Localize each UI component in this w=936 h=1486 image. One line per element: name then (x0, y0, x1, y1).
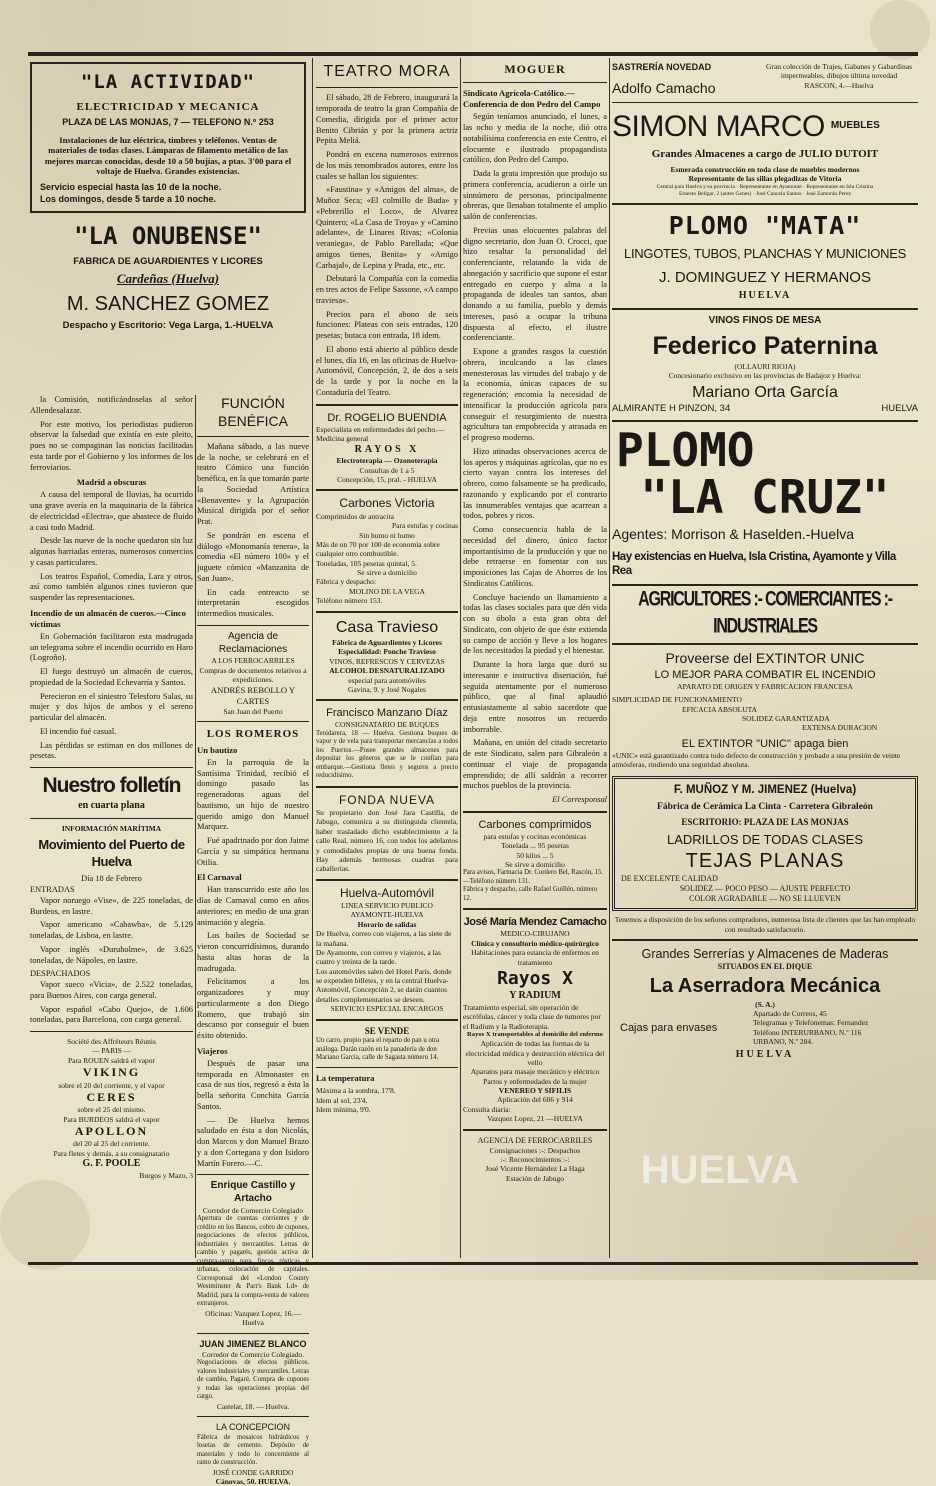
ad-sundays: Los domingos, desde 5 tarde a 10 noche. (40, 193, 217, 204)
ad-body: Especialista en enfermedades del pecho.—Medicina general (316, 424, 445, 444)
ad-title: "LA ONUBENSE" (74, 222, 262, 251)
ad-body: EFICACIA ABSOLUTA (682, 704, 758, 714)
ad-body: Especialidad: Ponche Travieso (338, 647, 436, 657)
ad-body: Los automóviles salen del Hotel París, donde se expenden billetes, y en la central Huelva-Automóvil, Concepción 2, se darán cuantos detalles complementarios se deseen. (316, 966, 452, 1004)
ad-body: LADRILLOS DE TODAS CLASES (666, 832, 864, 848)
section-heading: INFORMACIÓN MARÍTIMA (61, 823, 162, 833)
ad-contact: Telegramas y Telefonemas: Fernandez (753, 1018, 869, 1028)
ad-body: Clínica y consultorio médico-quirúrgico (471, 938, 599, 948)
port-entry: Vapor inglés «Duruholme», de 3.625 toneladas, de Nápoles, en lastre. (30, 944, 193, 965)
watermark-logo: HUELVA (640, 1148, 800, 1192)
ad-body: APARATO DE ORIGEN Y FABRICACION FRANCESA (677, 681, 853, 691)
news-subheading: Un bautizo (197, 744, 238, 755)
ad-body: Gran colección de Trajes, Gabanes y Gabardinas impermeables, dibujos última novedad (766, 62, 912, 81)
news-paragraph: Precios para el abono de seis funciones: Plateas con seis entradas, 120 pesetas; butaca con entrada, 18 idem. (316, 309, 458, 341)
ad-highlight: TEJAS PLANAS (685, 849, 845, 872)
ad-body: Fábrica de Aguardientes y Licores (332, 638, 442, 648)
news-paragraph: El fuego destruyó un almacén de cueros, propiedad de la Sociedad Echevarría y Santos. (30, 667, 193, 687)
news-paragraph: Concluye haciendo un llamamiento a todas las clases sociales para que dén vida con su óbolo a esta gran obra del Sindicato, con objeto de que éste extienda su campo de acción y lleve a los hogares de los necesitados la piedad y el bienestar. (463, 592, 607, 656)
news-paragraph: Como consecuencia habla de la necesidad del dinero, único factor importantísimo de la producción y que no debe retraerse en fomentar con sus imposiciones las Cajas de Ahorros de los Sindicatos Católicos. (463, 525, 607, 588)
ad-subtitle: ELECTRICIDAD Y MECANICA (76, 101, 260, 114)
ad-address: Vazquez Lopez, 21 —HUELVA (487, 1114, 583, 1124)
news-paragraph: Pondrá en escena numerosos estrenos de los más renombrados autores, entre los cuales se hallan los siguientes: (316, 150, 458, 181)
shipping-ad-line: Para fletes y demás, a su consignatario (53, 1148, 170, 1158)
ad-body: Consulta diaria: (463, 1104, 511, 1114)
port-entry: Vapor noruego «Vise», de 225 toneladas, de Burdeos, en lastre. (30, 895, 193, 916)
news-paragraph: Por este motivo, los periodistas pudieron observar la falsedad que existía en este pleito, pues no se compaginan las noticias facilitadas esta tarde por el Gobierno y los informes de los ferroviarios. (30, 419, 193, 472)
news-paragraph: Fué apadrinado por don Jaime García y su simpática hermana Otilia. (197, 836, 309, 867)
ad-address: San Juan del Puerto (223, 706, 283, 716)
ad-body: Apertura de cuentas corrientes y de crédito en los Bancos, cobro de cupones, negociaciones de efectos públicos, industriales y mercantiles. Letras de cambio y pagarés, gestión activa de compra-venta para fincas rústicas y urbanas, colocación de capitales. Corresponsal del «London County Westminster & Parr's Bank Ld» de Madrid, para la compra-venta de valores extranjeros. (197, 1215, 309, 1308)
news-paragraph: «Faustina» y «Amigos del alma», de Muñoz Seca; «El colmillo de Buda» y «Pebrerillo el Loco», de Alvarez Quintero; «La Casa de Troya» y «Camino adelante», de Linares Rivas; «Colonia veraniega», de Pablo Parellada; «Que amigos tienes, Benita» y «Amigo Carbajal», de Lepina y Prada, etc., etc. (316, 185, 458, 270)
ad-name: José Vicente Hernández La Haga (485, 1164, 585, 1174)
news-paragraph: la Comisión, notificándoselas al señor Allendesalazar. (30, 395, 193, 415)
ad-title: Dr. ROGELIO BUENDIA (327, 411, 447, 424)
ad-subtitle: LINGOTES, TUBOS, PLANCHAS Y MUNICIONES (624, 245, 906, 261)
ad-title: FONDA NUEVA (338, 792, 436, 807)
ad-subtitle: Grandes Almacenes a cargo de JULIO DUTOIT (651, 147, 879, 160)
port-entry: Vapor americano «Cabawba», de 5.129 toneladas, de Lisboa, en lastre. (30, 920, 193, 941)
column-2 (197, 395, 309, 1486)
news-paragraph: Previas unas elocuentes palabras del digno secretario, don Juan O. Crocci, que hizo resaltar la personalidad del conferenciante, relatando la vida de abnegación y sacrificio que supone el estar entregado en cuerpo y alma a la propaganda de ideales tan santos, aban donando a su familia, pueblo y demás intereses, pasó a ocupar la tribuna dispuesta al efecto, el ilustre conferenciante. (463, 225, 607, 343)
news-paragraph: — De Huelva hemos saludado en ésta a don Nicolás, don Marcos y don Manuel Brazo y a don Cortegana y don Isidoro Martín Forero.—C. (197, 1115, 309, 1168)
ad-body: Concesionario exclusivo en las provincias de Badajoz y Huelva: (668, 371, 862, 381)
ad-body: Habitaciones para estancia de enfermos en tratamiento (471, 948, 599, 967)
ad-la-onubense (30, 221, 306, 332)
ad-address: ESCRITORIO: PLAZA DE LAS MONJAS (681, 816, 849, 827)
ad-body: Electroterapia — Ozonoterapia (336, 456, 438, 466)
ad-body: Fábrica y despacho: (316, 577, 376, 587)
news-subheading: Viajeros (197, 1045, 228, 1056)
ad-body: MOLINO DE LA VEGA (349, 586, 425, 596)
ad-body: Teléfono número 153. (316, 596, 383, 606)
ad-body: Consignaciones :-: Despachos (489, 1145, 581, 1155)
ad-body: Tonelada ... 95 pesetas (501, 841, 569, 851)
news-paragraph: En Gobernación facilitaron esta madrugada un telegrama sobre el incendio ocurrido en Haro (Logroño). (30, 631, 193, 663)
news-paragraph: Han transcurrido este año los días de Carnaval como en años anteriores; en medio de una gran animación y alegría. (197, 885, 309, 927)
ad-body: Ernesto Bellgar, 2 (antes Genes) · José Cancela Santos · José Zamorán Perez (678, 190, 852, 197)
column-5-ads (612, 62, 918, 1258)
ad-address: ALMIRANTE H PINZON, 34 (612, 403, 731, 415)
news-paragraph: Se pondrán en escena el diálogo «Monomanía tenera», la comedia «El número 100» y el juguete cómico «Manzanita de San Juan». (197, 530, 309, 583)
ad-contact: Apartado de Correos, 45 (753, 1008, 827, 1018)
top-rule (28, 52, 918, 56)
ad-body: Se sirve a domicilio (357, 568, 417, 578)
port-subheading: ENTRADAS (30, 885, 75, 895)
ad-body: SOLIDEZ — POCO PESO — AJUSTE PERFECTO (679, 884, 851, 894)
ad-body: Más de un 70 por 100 de economía sobre cualquier otro combustible. (316, 539, 440, 559)
ad-body: EXTENSA DURACION (802, 723, 878, 733)
news-heading: Madrid a obscuras (76, 477, 147, 488)
column-divider (609, 58, 610, 1258)
ad-subtitle: (S. A.) (755, 999, 775, 1009)
ad-title: SE VENDE (364, 1025, 410, 1036)
ad-address: Despacho y Escritorio: Vega Larga, 1.-HUELVA (62, 320, 274, 332)
ad-title: "LA CRUZ" (640, 470, 890, 525)
news-paragraph: Durante la hora larga que duró su interesante e instructiva disertación, fué seguida atentamente por el numeroso público, que al final aplaudió entusiastamente al sabio sacerdote que deja entre nosotros un recuerdo imborrable. (463, 660, 607, 734)
ad-body: ALCOHOL DESNATURALIZADO (329, 666, 445, 676)
ad-name: JOSÉ CONDE GARRIDO (212, 1467, 294, 1477)
ad-place: Cardeñas (Huelva) (116, 271, 220, 287)
ad-address: RASCON, 4.—Huelva (804, 80, 874, 90)
ad-sastreria (612, 62, 918, 97)
bottom-rule (28, 1262, 918, 1265)
news-paragraph: El abono está abierto al público desde el lunes, día 16, en las oficinas de Huelva-Automóvil, Concepción, 2, de dos a seis de la tarde y por la noche en la Contaduría del Teatro. (316, 344, 458, 397)
port-date: Día 18 de Febrero (81, 874, 142, 884)
column-divider (460, 58, 461, 1258)
port-entry: Vapor español «Cabo Quejo», de 1.606 toneladas, para Barcelona, con carga general. (30, 1004, 193, 1025)
news-heading: MOGUER (504, 62, 566, 76)
news-paragraph: Perecieron en el siniestro Telesforo Salas, su mujer y dos hijos de ambos y el sereno particular del almacén. (30, 691, 193, 722)
ad-address: PLAZA DE LAS MONJAS, 7 — TELEFONO N.º 253 (62, 117, 274, 128)
ad-body: Para estufas y cocinas (391, 521, 458, 531)
ad-title: Proveerse del EXTINTOR UNIC (665, 649, 865, 666)
ad-contact-row (612, 1009, 918, 1047)
news-subheading: El Carnaval (197, 872, 242, 883)
news-paragraph: Hizo atinadas observaciones acerca de los aperos y máquinas agrícolas, que no es cierto vayan contra los intereses del obrero, como falsamente se ha predicado, razonando y explicando por el contrario las innumerables ventajas que acarrean a todos, pobres y ricos. (463, 446, 607, 521)
ad-subtitle: (OLLAURI RIOJA) (734, 362, 796, 372)
temperature-line: Idem mínima, 9'0. (316, 1105, 371, 1115)
news-paragraph: Según teníamos anunciado, el lunes, a las ocho y media de la noche, dió otra notabilísima conferencia en este Centro, el elocuente e ilustrado propagandista católico, don Pedro del Campo. (463, 112, 607, 165)
ad-body: SOLIDEZ GARANTIZADA (742, 714, 830, 724)
ad-body: Se sirve a domicilio (505, 860, 565, 870)
ad-body: Instalaciones de luz eléctrica, timbres y teléfonos. Ventas de materiales de todas clases. Lámparas de filamento metálico de las mejores marcas conocidas, desde 10 a 50 bujías, a ptas. 3'00 para el voltaje de Huelva. Grandes existencias. (44, 134, 292, 176)
ad-ceramica (612, 776, 918, 912)
ad-title: SIMON MARCO (612, 110, 825, 144)
news-paragraph: El sábado, 28 de Febrero, inaugurará la temporada de teatro la gran Compañía de Comedia, dirigida por el primer actor Benito Cibrián y por la primera actriz Pepita Meliá. (316, 93, 458, 146)
ad-body: SERVICIO ESPECIAL ENCARGOS (330, 1004, 444, 1014)
ad-body: especial para automóviles (348, 675, 426, 685)
folletin-subheading: en cuarta plana (78, 799, 145, 811)
ad-simon-marco (612, 108, 918, 146)
ad-body: Toneladas, 105 pesetas quintal, 5. (316, 558, 417, 568)
ad-highlight: EL EXTINTOR "UNIC" apaga bien (681, 737, 849, 750)
ad-body: SIMPLICIDAD DE FUNCIONAMIENTO (612, 695, 742, 705)
ad-name: Agentes: Morrison & Haselden.-Huelva (612, 525, 855, 542)
ad-body: Tenidarera, 18 — Huelva. Gestiona buques de vapor y de vela para transportar mercancías a todos los Puertos.—Posee grandes almacenes para depositar los géneros que se le confían para embarque.—Gestiona fletes y seguros a precio reducidísimo. (316, 729, 458, 780)
news-paragraph: El incendio fué casual. (40, 726, 117, 736)
ad-service: Servicio especial hasta las 10 de la noche. (40, 182, 222, 193)
ad-body: Un carro, propio para el reparto de pan u otra análoga. Darán razón en la panadería de don Mariano García, calle de Sagasta número 14. (316, 1037, 440, 1061)
ad-title: F. MUÑOZ Y M. JIMENEZ (Huelva) (673, 783, 857, 796)
ad-address: Oficinas: Vazquez Lopez, 16.—Huelva (205, 1308, 301, 1328)
ad-title: Grandes Serrerías y Almacenes de Maderas (641, 947, 889, 962)
ad-contact: URBANO, N.º 284. (753, 1037, 814, 1047)
news-paragraph: Debutará la Compañía con la comedia en tres actos de Felipe Sassone, «A campo traviesa». (316, 274, 458, 305)
ad-body: Su propietario don José Jara Castilla, de Jabugo, comunica a su distinguida clientela, haber trasladado dicho establecimiento a la calle Real, número 16, con todos los adelantos y comodidades propias de una buena fonda. Hay además hermosas cuadras para caballerías. (316, 808, 458, 874)
ad-title: Francisco Manzano Díaz (326, 707, 448, 720)
ad-title: Carbones Victoria (339, 496, 435, 511)
ad-name: J. DOMINGUEZ Y HERMANOS (659, 269, 871, 287)
news-paragraph: Los bailes de Sociedad se vieron concurridísimos, durando hasta altas horas de la madrugada. (197, 931, 309, 973)
ad-subtitle: Fábrica de Cerámica La Cinta - Carretera Gibraleón (657, 802, 873, 813)
shipping-ad-city: — PARIS — (91, 1046, 132, 1056)
ad-subtitle: VINOS FINOS DE MESA (708, 315, 822, 327)
ad-title: Carbones comprimidos (478, 818, 592, 831)
ad-title: Agencia de Reclamaciones (218, 630, 288, 655)
ad-body: Negociaciones de efectos públicos, valores industriales y mercantiles. Letras de cambio, Pagaré, Compra de cupones y todas las operaciones propias del cargo. (197, 1359, 309, 1401)
ad-address: Estación de Jabugo (506, 1173, 564, 1183)
ad-body: DE EXCELENTE CALIDAD (621, 874, 718, 884)
news-paragraph: Mañana sábado, a las nueve de la noche, se celebrará en el teatro Cómico una función benéfica, en la que tomarán parte la Sociedad Artística «Benavente» y la Agrupación Musical dirigida por el señor Prat. (197, 441, 309, 527)
shipping-ad-line: sobre el 20 del corriente, y el vapor (58, 1080, 165, 1090)
column-1-ads (30, 62, 306, 397)
ad-body: Rayos X transportables al domicilio del enfermo (467, 1030, 603, 1038)
news-paragraph: Después de pasar una temporada en Almonaster en casa de sus tíos, regresó a ésta la bella señorita Conchita García Santos. (197, 1058, 309, 1111)
ad-title: SASTRERÍA NOVEDAD (612, 62, 712, 72)
news-subheading: Sindicato Agrícola-Católico.—Conferencia de don Pedro del Campo (463, 88, 601, 110)
consignee-address: Burgos y Mazo, 3 (139, 1170, 193, 1180)
shipping-ad-line: sobre el 25 del mismo. (77, 1105, 146, 1115)
ad-subtitle: FABRICA DE AGUARDIENTES Y LICORES (73, 255, 263, 267)
news-paragraph: Expone a grandes rasgos la cuestión obrera, inculcando a las clases menesterosas las virtudes del trabajo y de la economía, únicas capaces de su regeneración; encomia la necesidad de intensificar la producción agrícola para conseguir el resurgimiento de nuestra agricultura tan empobrecida y atrasada en el progreso moderno. (463, 347, 607, 443)
ad-address: Gavina, 9. y José Nogales (348, 684, 426, 694)
news-heading: TEATRO MORA (323, 63, 451, 80)
ad-body: Fábrica y despacho, calle Rafael Guillén, número 12. (463, 886, 598, 902)
ad-body: Consultas de 1 a 5 (359, 465, 415, 475)
ad-body: VINOS, REFRESCOS Y CERVEZAS (329, 656, 445, 666)
ad-subtitle: LINEA SERVICIO PUBLICO (341, 901, 433, 910)
ad-title: "LA ACTIVIDAD" (80, 71, 256, 93)
news-heading: LOS ROMEROS (206, 727, 300, 740)
ad-title: PLOMO (616, 423, 755, 478)
ad-body: Aparatos para masaje mecánico y eléctrico (470, 1067, 600, 1077)
news-paragraph: Las pérdidas se estiman en dos millones de pesetas. (30, 740, 193, 761)
news-heading: FUNCIÓN BENÉFICA (217, 395, 288, 429)
folletin-heading: Nuestro folletín (42, 774, 181, 797)
news-paragraph: En cada entreacto se interpretarán escogidos intermedios musicales. (197, 587, 309, 619)
consignee-name: G. F. POOLE (82, 1158, 141, 1170)
port-subheading: DESPACHADOS (30, 969, 91, 979)
ad-subtitle: SITUADOS EN EL DIQUE (717, 962, 813, 972)
byline: El Corresponsal (552, 795, 607, 805)
column-4 (463, 62, 607, 1258)
ad-highlight: Y RADIUM (509, 989, 561, 1001)
ad-body: 50 kilos ... 5 (516, 850, 554, 860)
ad-subtitle: MEDICO-CIRUJANO (500, 929, 570, 939)
ad-body: Aplicación del 606 y 914 (497, 1095, 573, 1105)
ad-body: Sin humo ni humo (359, 530, 415, 540)
shipping-ad-line: Para BURDEOS saldrá el vapor (63, 1114, 160, 1124)
ad-address-row (612, 403, 918, 415)
ad-body: «UNIC» está garantizado contra todo defecto de construcción y probado a una presión de veinte atmósferas, rindiendo una seguridad absoluta. (612, 750, 901, 770)
ad-owner: M. SANCHEZ GOMEZ (66, 292, 270, 315)
ad-body: Representante de las sillas plegadizas de Vitoria (688, 174, 842, 184)
ad-la-actividad (30, 62, 306, 213)
ad-body: COLOR AGRADABLE — NO SE LLUEVEN (689, 894, 841, 904)
shipping-ad-title: Société des Affréteurs Réunis (67, 1037, 156, 1047)
ad-title: Casa Travieso (335, 618, 439, 636)
ad-name: La Aserradora Mecánica (649, 975, 881, 998)
ad-address: Concepción, 15, pral. - HUELVA (337, 475, 437, 485)
ad-body: Comprimidos de antracita (316, 511, 394, 521)
ad-title: AGENCIA DE FERROCARRILES (477, 1135, 593, 1145)
shipping-ad-line: del 20 al 25 del corriente. (73, 1139, 150, 1149)
news-paragraph: Mañana, en unión del citado secretario de este Sindicato, salen para Gibraleón a continuar el viaje de propaganda emprendido; de allí saldrán a recorrer muchos pueblos de la provincia. (463, 738, 607, 791)
ad-body: Aplicación de todas las formas de la electricidad médica y destrucción eléctrica del vello (465, 1039, 605, 1067)
column-1-news (30, 395, 193, 1255)
news-subheading: La temperatura (316, 1073, 375, 1084)
column-divider (312, 58, 313, 1258)
ad-address: HUELVA (738, 290, 792, 302)
ad-body: Cajas para envases (620, 1021, 718, 1034)
ship-name: VIKING (82, 1065, 141, 1080)
port-entry: Vapor sueco «Vicia», de 2.522 toneladas, para Buenos Aires, con carga general. (30, 980, 193, 1000)
ad-title: Enrique Castillo y Artacho (210, 1180, 296, 1205)
ad-body: De Ayamonte, con correo y viajeros, a las cuatro y treinta de la tarde. (316, 947, 441, 967)
ad-subtitle: MUEBLES (830, 120, 880, 132)
ship-name: CERES (86, 1089, 137, 1104)
news-paragraph: Dada la grata impresión que produjo su primera conferencia, acudieron a oirle un sinnúmero de personas, principalmente obreras, que llenaban totalmente el amplio salón de conferencias. (463, 169, 607, 222)
ad-body: :-: Reconocimientos :-: (500, 1154, 570, 1164)
ad-city: HUELVA (735, 1049, 795, 1061)
ad-subtitle: AYAMONTE-HUELVA (350, 910, 424, 920)
ad-body: De Huelva, correo con viajeros, a las siete de la mañana. (316, 929, 452, 948)
news-heading: Incendio de un almacén de cueros.—Cinco víctimas (30, 607, 186, 629)
ad-subtitle: A LOS FERROCARRILES (211, 656, 295, 666)
ad-title: Huelva-Automóvil (339, 885, 435, 900)
column-3 (316, 62, 458, 1258)
ad-body: Esmerada construcción en toda clase de muebles modernos (670, 164, 860, 174)
ad-name: Mariano Orta García (692, 383, 838, 401)
ad-title: JUAN JIMENEZ BLANCO (199, 1338, 307, 1349)
ad-title: AGRICULTORES :- COMERCIANTES :- INDUSTRIALES (638, 588, 892, 639)
news-paragraph: A causa del temporal de lluvias, ha ocurrido una grave avería en la maquinaria de la fábrica de electricidad «Electra», que abastece de fluido a casi todo Madrid. (30, 490, 193, 532)
ad-city: HUELVA (881, 403, 918, 415)
ad-subtitle: Corredor de Comercio Colegiado. (201, 1350, 305, 1360)
ad-title: PLOMO "MATA" (668, 210, 862, 240)
column-divider (195, 395, 196, 1258)
ad-body: para estufas y cocinas económicas (483, 831, 587, 841)
ad-body: VENEREO Y SIFILIS (498, 1086, 572, 1096)
ad-highlight: Rayos X (497, 967, 573, 989)
ad-highlight: RAYOS X (354, 443, 420, 455)
ad-subtitle: Horario de salidas (357, 919, 417, 929)
shipping-ad-line: Para ROUEN saldrá el vapor (67, 1055, 156, 1065)
ad-title: LA CONCEPCION (215, 1422, 291, 1433)
ad-title: José María Mendez Camacho (463, 916, 607, 929)
ad-name: ANDRÉS REBOLLO Y CARTES (210, 684, 296, 706)
port-heading: Movimiento del Puerto de Huelva (38, 837, 185, 869)
ad-body: Central para Huelva y su provincia · Representante en Ayamonte · Representante en Isla Cristina (656, 183, 874, 190)
ad-address: Cánovas, 50. HUELVA. (215, 1477, 291, 1486)
ad-subtitle: CONSIGNATARIO DE BUQUES (335, 720, 439, 730)
news-paragraph: Los teatros Español, Comedia, Lara y otros, así como también algunos cines tuvieron que suspender las representaciones. (30, 571, 193, 602)
news-paragraph: Felicitamos a los organizadores y muy particularmente a don Diego Romero, que trabajó sin descanso por conseguir el buen éxito obtenido. (197, 977, 309, 1041)
ad-body: Tratamiento especial, sin operación de escrófulas, cáncer y toda clase de tumores por el Radium y la Radioterapia. (463, 1002, 601, 1031)
temperature-line: Idem al sol, 23'4. (316, 1095, 368, 1105)
news-paragraph: En la parroquia de la Santísima Trinidad, recibió el domingo pasado las regeneradoras aguas del bautismo, un hijo de nuestro querido amigo don Manuel Marquez. (197, 757, 309, 832)
ad-name: Adolfo Camacho (612, 79, 716, 96)
ad-body: Tenemos a disposición de los señores compradores, numerosa lista de clientes que las han empleado con resultado satisfactorio. (614, 915, 916, 934)
ship-name: APOLLON (74, 1124, 149, 1139)
ad-body: Fábrica de mosaicos hidráulicos y losetas de cemento. Depósito de materiales y todo lo concerniente al ramo de construcción. (197, 1433, 309, 1467)
ad-body: Partos y enfermedades de la mujer (483, 1076, 587, 1086)
ad-body: Para avisos, Farmacia Dr. Cordero Bel, Rascón, 15.—Teléfono número 131. (463, 869, 604, 885)
ad-body: Compras de documentos relativos a expediciones. (199, 665, 307, 685)
ad-subtitle: LO MEJOR PARA COMBATIR EL INCENDIO (654, 668, 876, 681)
ad-address: Castelar, 18. — Huelva. (216, 1401, 290, 1411)
ad-contact: Teléfono INTERURBANO, N.º 116 (753, 1027, 862, 1037)
ad-subtitle: Corredor de Comercio Colegiado (202, 1206, 304, 1216)
ad-title: Federico Paternina (652, 332, 878, 361)
temperature-line: Máxima a la sombra, 17'8. (316, 1086, 396, 1096)
news-paragraph: Desde las nueve de la noche quedaron sin luz algunas barriadas enteras, numerosos comercios y casas particulares. (30, 536, 193, 567)
ad-body: Hay existencias en Huelva, Isla Cristina, Ayamonte y Villa Rea (612, 550, 896, 578)
